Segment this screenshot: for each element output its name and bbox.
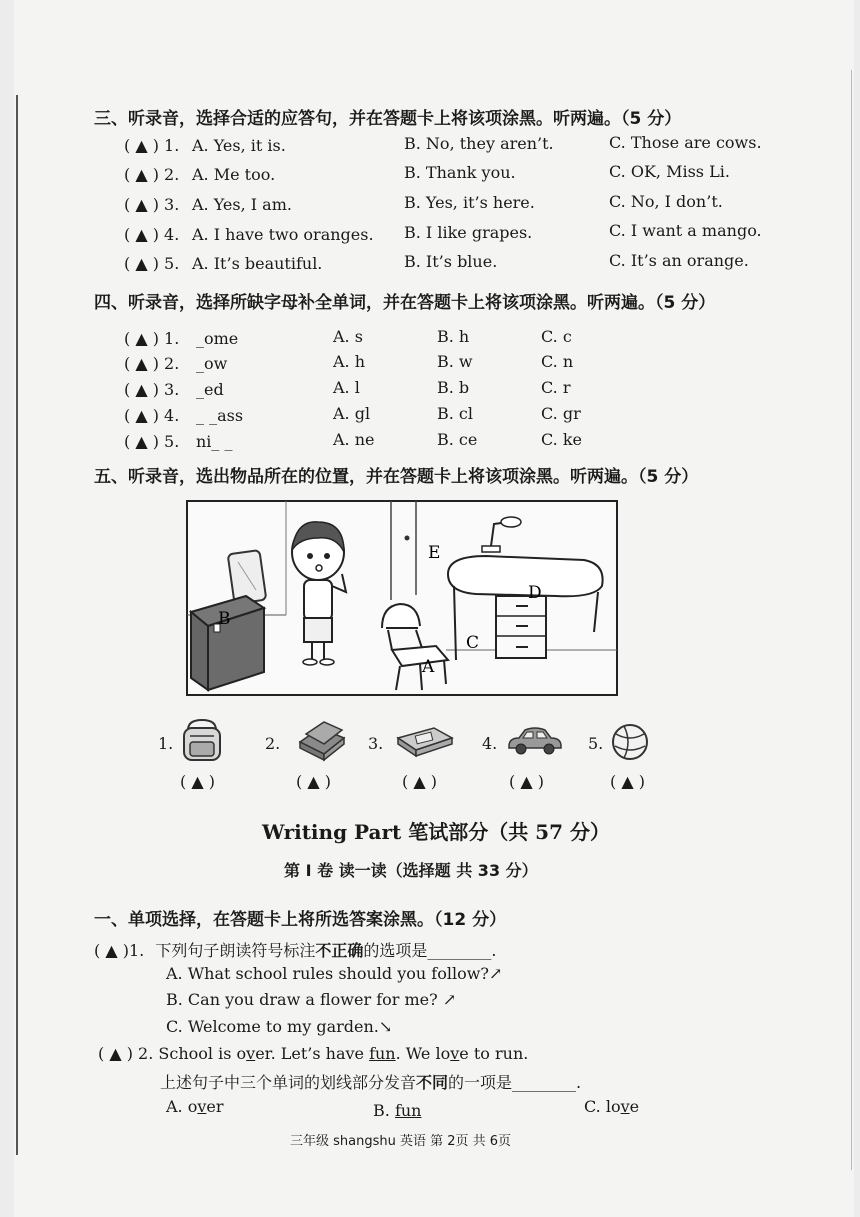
- p1-q1-option-a: A. What school rules should you follow?: [166, 964, 489, 983]
- part1-heading: 一、单项选择，在答题卡上将所选答案涂黑。（12 分）: [94, 910, 507, 930]
- s3-q1-option-b: B. No, they aren’t.: [404, 134, 554, 153]
- s4-q4-option-c: C. gr: [541, 404, 581, 423]
- p1-q2-underline-3: v: [450, 1044, 460, 1063]
- page-footer: 三年级 shangshu 英语 第 2页 共 6页: [290, 1134, 512, 1149]
- s5-item4-answer[interactable]: ( ▲ ): [509, 772, 544, 791]
- writing-part-title: Writing Part 笔试部分（共 57 分）: [262, 820, 610, 844]
- toy-car-icon: [505, 724, 565, 756]
- p1-q2-number[interactable]: ( ▲ ) 2.: [98, 1044, 154, 1063]
- p1-q2-option-a-pre: A. o: [166, 1097, 198, 1116]
- s3-q5-option-b: B. It’s blue.: [404, 252, 498, 271]
- s3-q2-option-a: A. Me too.: [192, 165, 276, 184]
- s4-q4-option-b: B. cl: [437, 404, 474, 423]
- p1-q2-sentence-part2: er. Let’s have: [255, 1044, 370, 1063]
- p1-q2-option-a-underline: v: [197, 1097, 207, 1116]
- s4-q1-option-c: C. c: [541, 327, 572, 346]
- s3-q5-number[interactable]: ( ▲ ) 5.: [124, 254, 180, 273]
- p1-q1-option-c-row: [166, 1017, 392, 1036]
- p1-q2-sentence-part1: School is o: [158, 1044, 247, 1063]
- p1-q1-option-a-row: [166, 964, 502, 983]
- s5-item3-answer[interactable]: ( ▲ ): [402, 772, 437, 791]
- s4-q4-number[interactable]: ( ▲ ) 4.: [124, 406, 180, 425]
- p1-q2-option-c: [584, 1097, 639, 1116]
- s5-item2-answer[interactable]: ( ▲ ): [296, 772, 331, 791]
- s3-q4-option-b: B. I like grapes.: [404, 223, 533, 242]
- p1-q2-option-b-pre: B.: [373, 1101, 395, 1120]
- p1-q1-option-c: C. Welcome to my garden.: [166, 1017, 379, 1036]
- section5-heading: 五、听录音，选出物品所在的位置，并在答题卡上将该项涂黑。听两遍。（5 分）: [94, 467, 699, 487]
- s4-q5-option-a: A. ne: [333, 430, 375, 449]
- scene-label-a: A: [422, 657, 435, 677]
- p1-q1-option-a-intonation: ↗: [488, 964, 503, 983]
- s3-q4-option-a: A. I have two oranges.: [192, 225, 374, 244]
- s5-item2-number: 2.: [265, 734, 281, 753]
- p1-q2-underline-1: v: [246, 1044, 256, 1063]
- s4-q3-word: _ed: [196, 380, 224, 399]
- s4-q3-number[interactable]: ( ▲ ) 3.: [124, 380, 180, 399]
- p1-q2-option-c-underline: v: [620, 1097, 630, 1116]
- binding-line: [16, 95, 18, 1155]
- s4-q5-option-c: C. ke: [541, 430, 583, 449]
- p1-q2-stem-bold: 不同: [416, 1073, 449, 1092]
- scene-label-d: D: [528, 583, 542, 603]
- s3-q2-option-b: B. Thank you.: [404, 163, 516, 182]
- p1-q1-number[interactable]: ( ▲ )1.: [94, 941, 145, 960]
- s3-q5-option-c: C. It’s an orange.: [609, 251, 749, 270]
- scene-label-c: C: [466, 633, 480, 653]
- s5-item5-answer[interactable]: ( ▲ ): [610, 772, 645, 791]
- s4-q5-option-b: B. ce: [437, 430, 478, 449]
- s4-q3-option-a: A. l: [333, 378, 360, 397]
- scene-label-e: E: [428, 543, 441, 563]
- p1-q1-option-b-intonation: ↗: [442, 990, 457, 1009]
- s3-q3-number[interactable]: ( ▲ ) 3.: [124, 195, 180, 214]
- p1-q2-option-b-underline: fun: [394, 1101, 422, 1120]
- s3-q2-option-c: C. OK, Miss Li.: [609, 162, 730, 181]
- room-scene-illustration: [186, 500, 618, 696]
- p1-q2-option-c-pre: C. lo: [584, 1097, 621, 1116]
- p1-q2-sentence-part4: e to run.: [459, 1044, 529, 1063]
- schoolbag-icon: [178, 716, 226, 762]
- s4-q5-number[interactable]: ( ▲ ) 5.: [124, 432, 180, 451]
- p1-q1-stem-pre: 下列句子朗读符号标注: [155, 941, 316, 960]
- s3-q4-number[interactable]: ( ▲ ) 4.: [124, 225, 180, 244]
- s5-item5-number: 5.: [588, 734, 604, 753]
- s4-q2-number[interactable]: ( ▲ ) 2.: [124, 354, 180, 373]
- section4-heading: 四、听录音，选择所缺字母补全单词，并在答题卡上将该项涂黑。听两遍。（5 分）: [94, 293, 716, 313]
- p1-q2-option-a: [166, 1097, 224, 1116]
- s3-q3-option-a: A. Yes, I am.: [192, 195, 292, 214]
- p1-q1-end: .: [491, 941, 497, 960]
- s3-q3-option-b: B. Yes, it’s here.: [404, 193, 535, 212]
- p1-q2-stem-post: 的一项是: [448, 1073, 513, 1092]
- p1-q2-underline-2: fun: [369, 1044, 396, 1063]
- p1-q1-option-b: B. Can you draw a flower for me?: [166, 990, 438, 1009]
- s3-q3-option-c: C. No, I don’t.: [609, 192, 723, 211]
- s3-q4-option-c: C. I want a mango.: [609, 221, 762, 240]
- s4-q2-option-b: B. w: [437, 352, 473, 371]
- s4-q2-option-c: C. n: [541, 352, 574, 371]
- p1-q1-stem-bold: 不正确: [315, 941, 364, 960]
- s5-item1-number: 1.: [158, 734, 174, 753]
- p1-q1-stem-post: 的选项是: [363, 941, 428, 960]
- s3-q1-option-c: C. Those are cows.: [609, 133, 762, 152]
- p1-q2-stem-pre: 上述句子中三个单词的划线部分发音: [160, 1073, 417, 1092]
- p1-q1-blank[interactable]: ________: [427, 941, 492, 960]
- page-edge-line: [851, 70, 852, 1170]
- s3-q5-option-a: A. It’s beautiful.: [192, 254, 323, 273]
- p1-q2-end: .: [576, 1073, 582, 1092]
- s4-q1-number[interactable]: ( ▲ ) 1.: [124, 329, 180, 348]
- s5-item4-number: 4.: [482, 734, 498, 753]
- s3-q1-option-a: A. Yes, it is.: [192, 136, 286, 155]
- section3-heading: 三、听录音，选择合适的应答句，并在答题卡上将该项涂黑。听两遍。（5 分）: [94, 109, 682, 129]
- p1-q2-sentence-part3: . We lo: [395, 1044, 451, 1063]
- p1-q2-row: [98, 1044, 528, 1063]
- p1-q1-option-b-row: [166, 990, 456, 1009]
- s3-q2-number[interactable]: ( ▲ ) 2.: [124, 165, 180, 184]
- p1-q2-option-a-post: er: [206, 1097, 224, 1116]
- s4-q3-option-b: B. b: [437, 378, 470, 397]
- scene-label-b: B: [218, 609, 231, 629]
- s4-q4-word: _ _ass: [196, 406, 244, 425]
- s4-q3-option-c: C. r: [541, 378, 571, 397]
- books-icon: [296, 716, 348, 762]
- s4-q2-word: _ow: [196, 354, 228, 373]
- pencil-box-icon: [394, 724, 456, 758]
- s3-q1-number[interactable]: ( ▲ ) 1.: [124, 136, 180, 155]
- p1-q2-blank[interactable]: ________: [512, 1073, 577, 1092]
- s5-item1-answer[interactable]: ( ▲ ): [180, 772, 215, 791]
- p1-q1-option-c-intonation: ↘: [378, 1017, 393, 1036]
- s4-q4-option-a: A. gl: [333, 404, 371, 423]
- p1-q2-option-b: [373, 1101, 421, 1120]
- s4-q1-option-b: B. h: [437, 327, 470, 346]
- s4-q1-word: _ome: [196, 329, 239, 348]
- s4-q2-option-a: A. h: [333, 352, 366, 371]
- p1-q2-stem-row: [160, 1070, 581, 1093]
- s5-item3-number: 3.: [368, 734, 384, 753]
- s4-q1-option-a: A. s: [333, 327, 363, 346]
- p1-q2-option-c-post: e: [629, 1097, 640, 1116]
- s4-q5-word: ni_ _: [196, 432, 233, 451]
- ball-icon: [610, 722, 650, 762]
- p1-q1-row: [94, 938, 496, 961]
- volume-one-title: 第 I 卷 读一读（选择题 共 33 分）: [284, 861, 538, 880]
